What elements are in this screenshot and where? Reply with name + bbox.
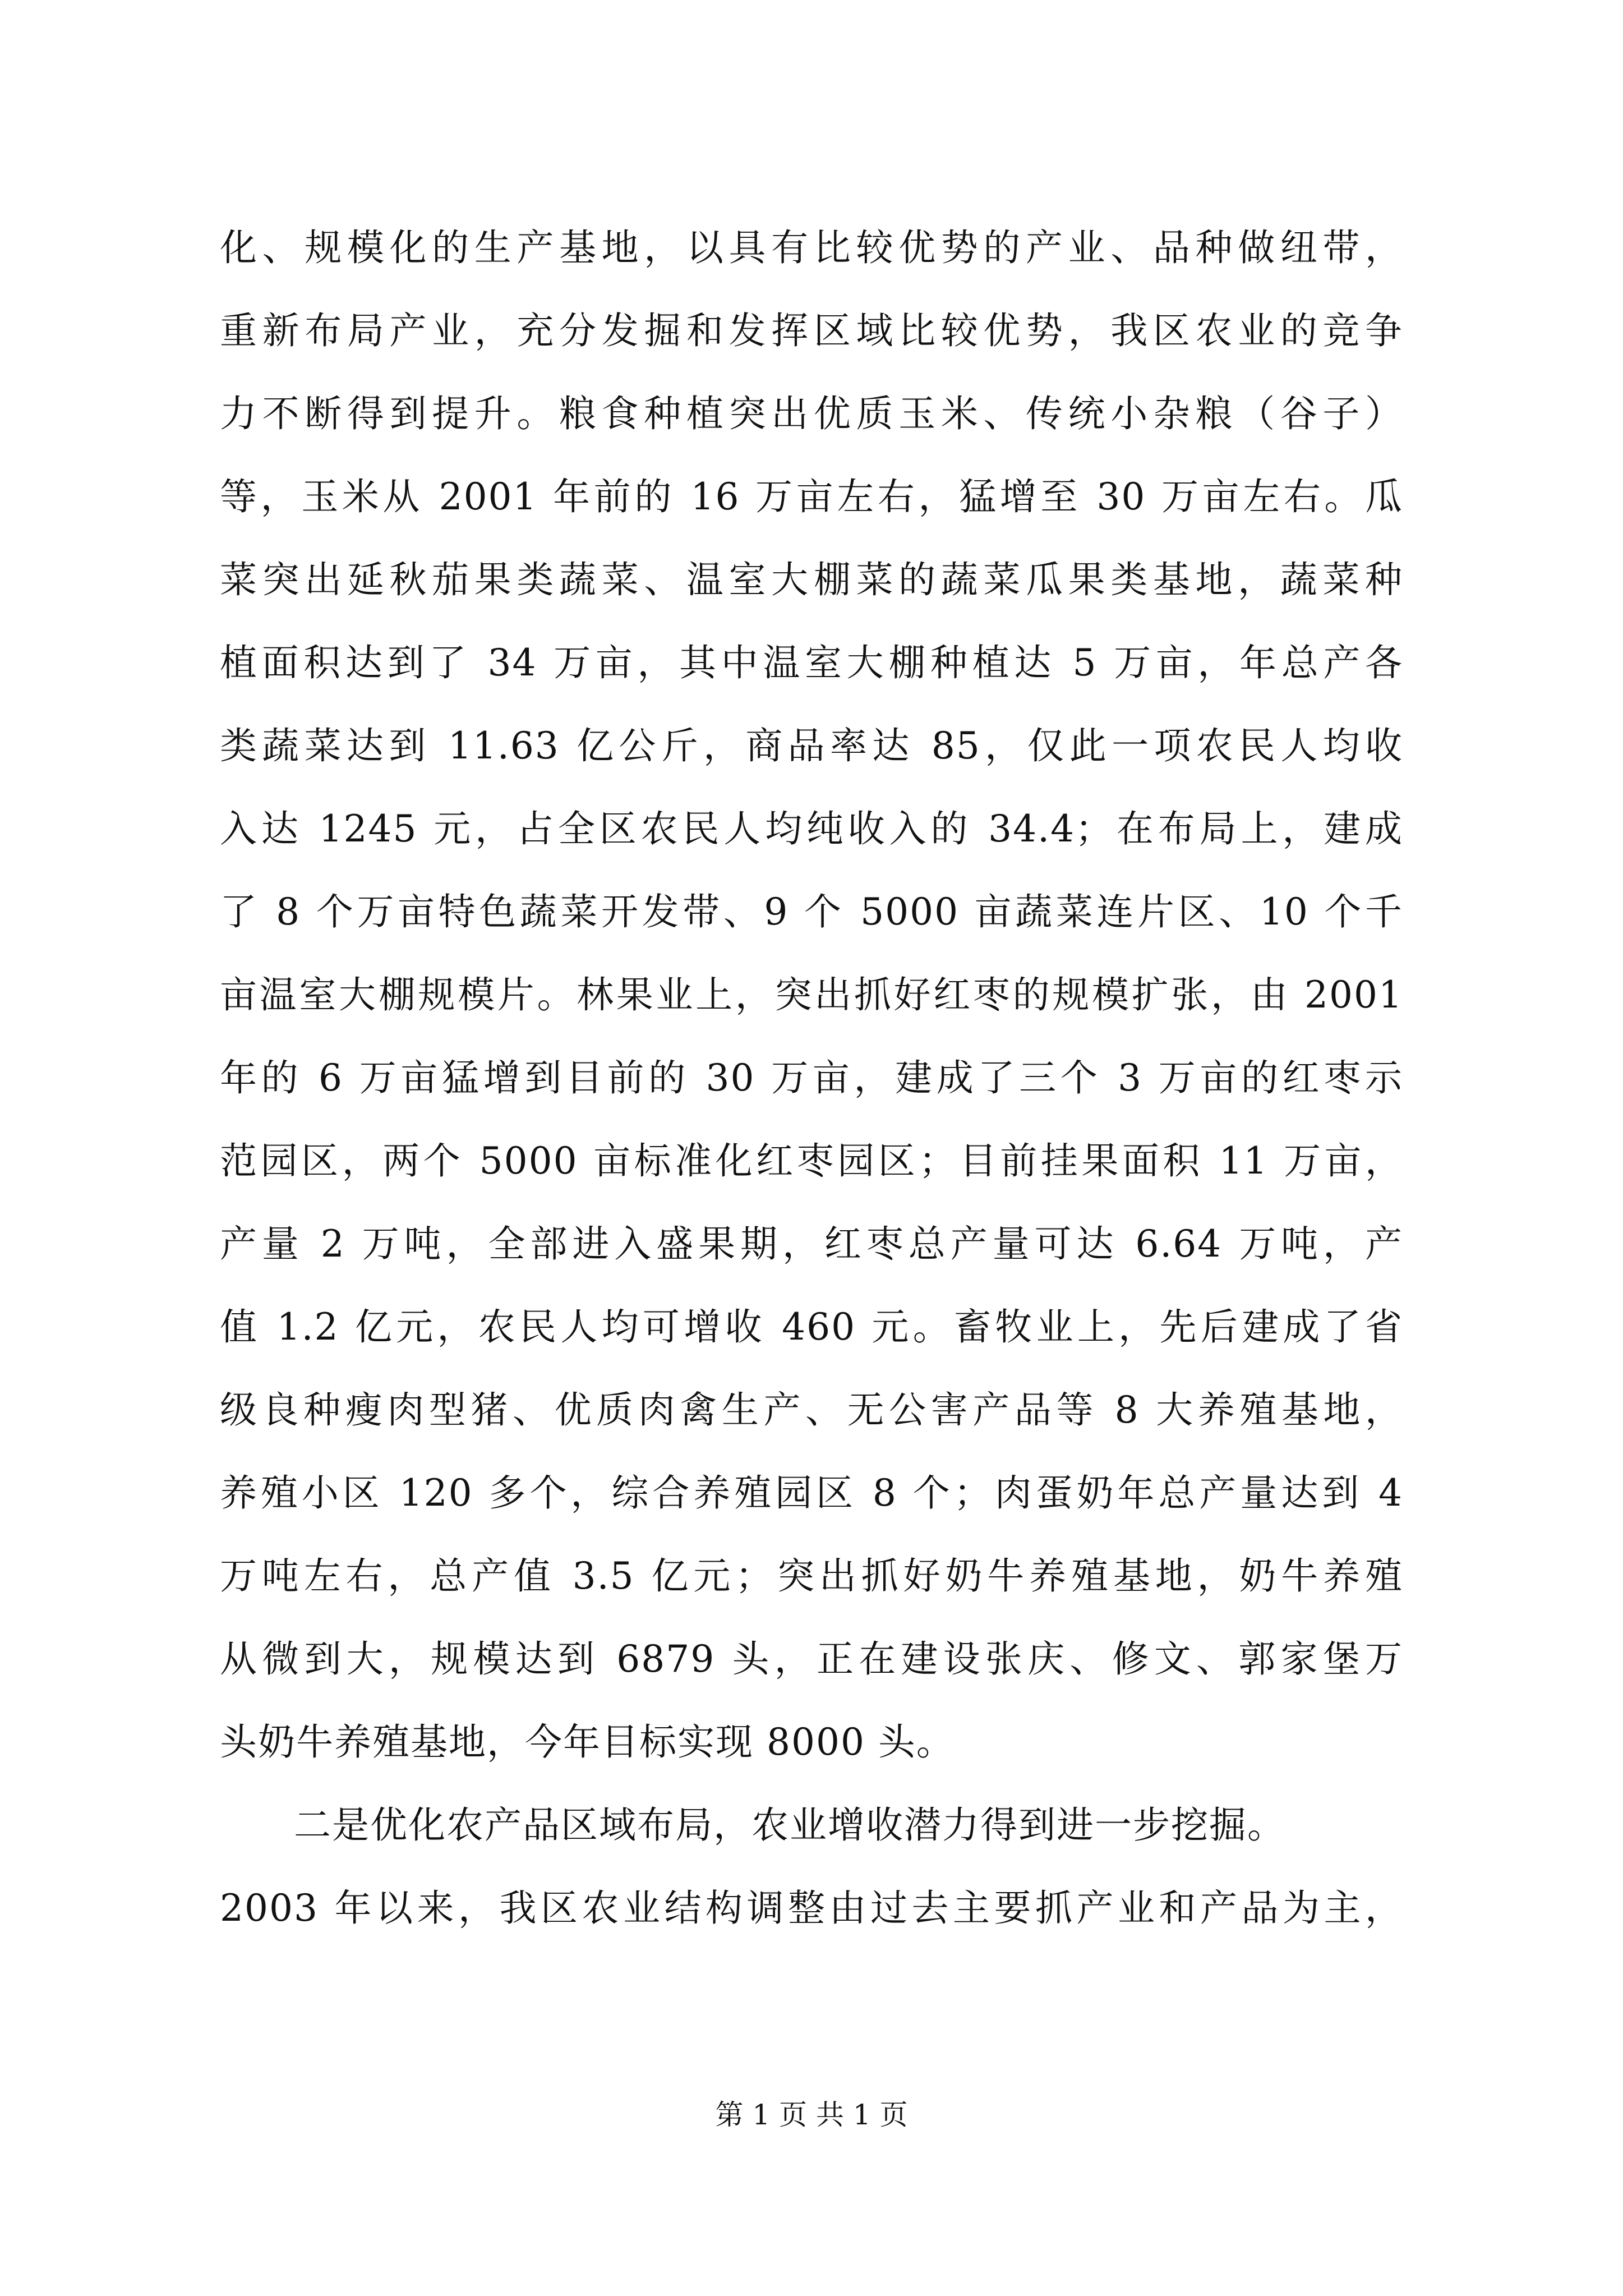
text-line: 范园区，两个 5000 亩标准化红枣园区；目前挂果面积 11 万亩，: [220, 1139, 1403, 1182]
text-line: 亩温室大棚规模片。林果业上，突出抓好红枣的规模扩张，由 2001: [220, 973, 1403, 1016]
text-line: 化、规模化的生产基地，以具有比较优势的产业、品种做纽带，: [220, 226, 1403, 269]
text-line: 重新布局产业，充分发掘和发挥区域比较优势，我区农业的竞争: [220, 309, 1403, 352]
text-line: 级良种瘦肉型猪、优质肉禽生产、无公害产品等 8 大养殖基地，: [220, 1388, 1403, 1432]
text-line: 力不断得到提升。粮食种植突出优质玉米、传统小杂粮（谷子）: [220, 392, 1403, 435]
text-line: 类蔬菜达到 11.63 亿公斤，商品率达 85，仅此一项农民人均收: [220, 724, 1403, 767]
text-line: 入达 1245 元，占全区农民人均纯收入的 34.4；在布局上，建成: [220, 807, 1403, 850]
text-line: 菜突出延秋茄果类蔬菜、温室大棚菜的蔬菜瓜果类基地，蔬菜种: [220, 558, 1403, 601]
text-line: 植面积达到了 34 万亩，其中温室大棚种植达 5 万亩，年总产各: [220, 641, 1403, 684]
text-line: 养殖小区 120 多个，综合养殖园区 8 个；肉蛋奶年总产量达到 4: [220, 1471, 1403, 1515]
text-line: 年的 6 万亩猛增到目前的 30 万亩，建成了三个 3 万亩的红枣示: [220, 1056, 1403, 1099]
text-line: 等，玉米从 2001 年前的 16 万亩左右，猛增至 30 万亩左右。瓜: [220, 475, 1403, 518]
text-line: 了 8 个万亩特色蔬菜开发带、9 个 5000 亩蔬菜连片区、10 个千: [220, 890, 1403, 933]
text-line: 万吨左右，总产值 3.5 亿元；突出抓好奶牛养殖基地，奶牛养殖: [220, 1554, 1403, 1598]
text-line: 值 1.2 亿元，农民人均可增收 460 元。畜牧业上，先后建成了省: [220, 1305, 1403, 1349]
page-footer: 第 1 页 共 1 页: [715, 2099, 908, 2131]
text-line: 从微到大，规模达到 6879 头，正在建设张庆、修文、郭家堡万: [220, 1637, 1403, 1681]
text-line-paragraph-start: 二是优化农产品区域布局，农业增收潜力得到进一步挖掘。: [294, 1803, 1285, 1847]
text-line: 2003 年以来，我区农业结构调整由过去主要抓产业和产品为主，: [220, 1887, 1403, 1930]
body-text: [220, 206, 1403, 1950]
text-line-paragraph-end: 头奶牛养殖基地，今年目标实现 8000 头。: [220, 1720, 955, 1764]
text-line: 产量 2 万吨，全部进入盛果期，红枣总产量可达 6.64 万吨，产: [220, 1222, 1403, 1266]
